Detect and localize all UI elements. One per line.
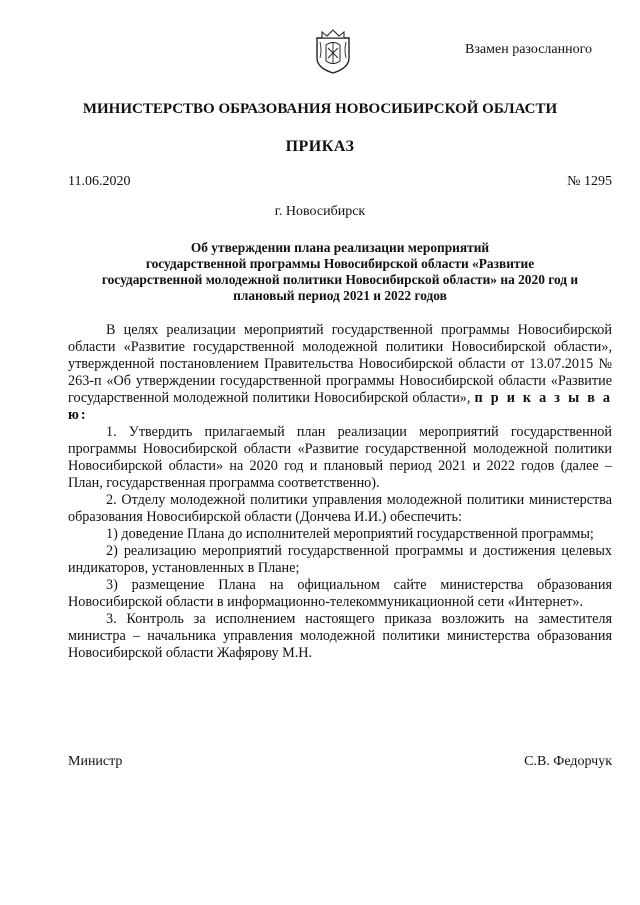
heading-line: Об утверждении плана реализации мероприятий — [190, 240, 490, 255]
order-date: 11.06.2020 — [68, 174, 131, 189]
heading-line: государственной программы Новосибирской области «Развитие — [145, 256, 535, 271]
item-3: 3. Контроль за исполнением настоящего приказа возложить на заместителя министра – начальника управления молодежной политики министерства образования Новосибирской области Жафярову М.Н. — [68, 611, 612, 661]
signature-name: С.В. Федорчук — [524, 754, 612, 769]
order-heading — [68, 240, 612, 304]
ministry-name: МИНИСТЕРСТВО ОБРАЗОВАНИЯ НОВОСИБИРСКОЙ ОБЛАСТИ — [82, 101, 558, 117]
document-type: ПРИКАЗ — [285, 138, 355, 155]
decree-word: п р и к а з ы в а ю: — [68, 390, 613, 423]
item-1: 1. Утвердить прилагаемый план реализации мероприятий государственной программы Новосибирской области «Развитие государственной молодежной политики Новосибирской области» на 2020 год и плановый период 2021 и 2022 годов (далее – План, государственная программа соответственно). — [68, 424, 612, 491]
order-number: № 1295 — [567, 174, 612, 189]
heading-line: плановый период 2021 и 2022 годов — [233, 288, 447, 303]
signature-title: Министр — [68, 754, 123, 769]
preamble-paragraph — [68, 322, 612, 424]
novosibirsk-coat-of-arms-icon — [314, 28, 352, 74]
item-2-1: 1) доведение Плана до исполнителей мероприятий государственной программы; — [106, 526, 594, 542]
preamble-text: В целях реализации мероприятий государственной программы Новосибирской области «Развитие государственной молодежной политики Новосибирской области», утвержденной постановлением Правительства Новосибирской области от 13.07.2015 № 263-п «Об утверждении государственной программы Новосибирской области «Развитие государственной молодежной политики Новосибирской области», — [68, 322, 612, 406]
order-body — [68, 322, 612, 662]
item-2-3: 3) размещение Плана на официальном сайте министерства образования Новосибирской области в информационно-телекоммуникационной сети «Интернет». — [68, 577, 612, 610]
order-city: г. Новосибирск — [274, 204, 366, 219]
stamp-replacement-note: Взамен разосланного — [465, 42, 592, 57]
heading-line: государственной молодежной политики Новосибирской области» на 2020 год и — [101, 272, 579, 287]
item-2-2: 2) реализацию мероприятий государственной программы и достижения целевых индикаторов, установленных в Плане; — [68, 543, 612, 576]
item-2: 2. Отделу молодежной политики управления молодежной политики министерства образования Новосибирской области (Дончева И.И.) обеспечить: — [68, 492, 612, 525]
